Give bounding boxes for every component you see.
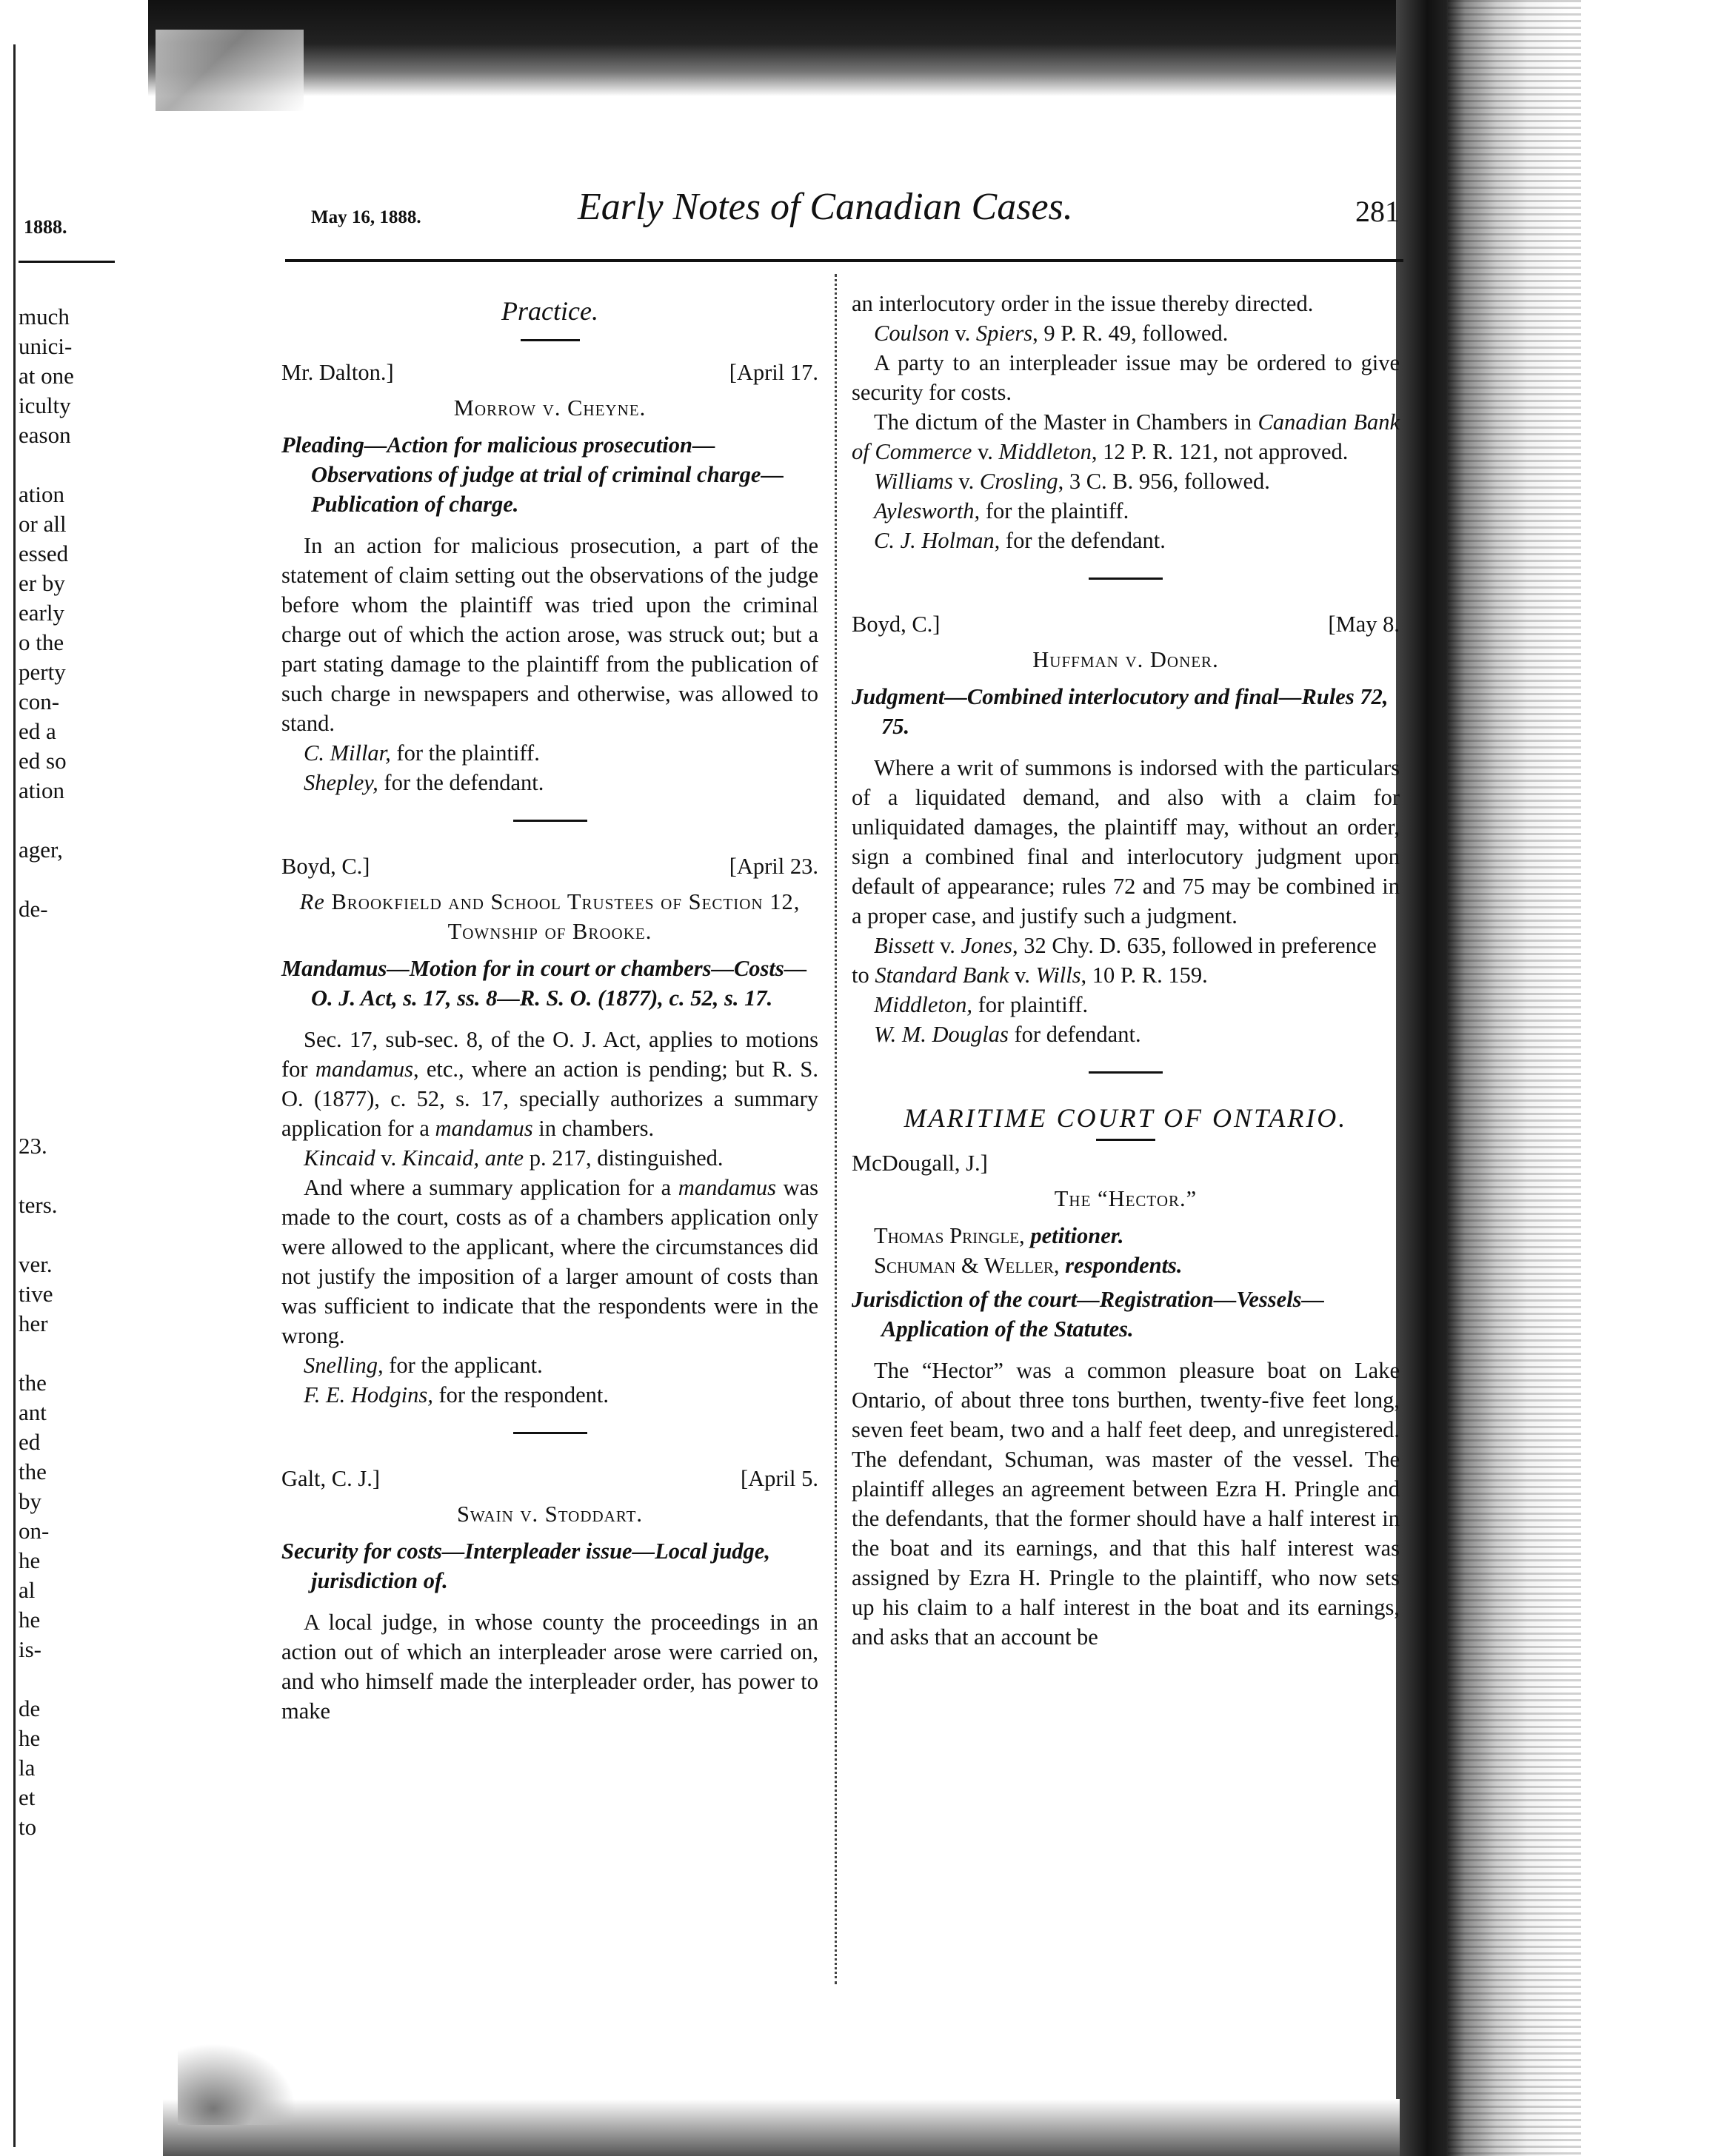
case-judge-line [281, 358, 818, 387]
facing-page-text-fragment: eason [19, 422, 71, 448]
facing-page-text-fragment: by [19, 1488, 41, 1514]
citation-party: Williams [874, 469, 953, 494]
body-text: , 12 P. R. 121, not approved. [1091, 439, 1349, 464]
case-headnote: Mandamus—Motion for in court or chambers—Costs—O. J. Act, s. 17, ss. 8—R. S. O. (1877), c. 52, s. 17. [281, 956, 807, 1011]
facing-page-text-fragment: al [19, 1577, 36, 1603]
facing-page-text-fragment: the [19, 1370, 47, 1396]
citation-party: Bissett [874, 933, 935, 958]
counsel-line [852, 526, 1400, 555]
left-column [281, 289, 818, 1726]
case-body: Where a writ of summons is indorsed with the particulars of a liquidated demand, and also with a claim for unliquidated damages, the plaintiff may, without an order, sign a combined final and interlocutory judgment upon default of appearance; rules 72 and 75 may be combined in a proper case, and justify such a judgment. [852, 755, 1400, 928]
body-italic: mandamus [315, 1057, 413, 1082]
case-separator [1089, 1071, 1163, 1074]
counsel-line [852, 990, 1400, 1020]
counsel-name: Aylesworth, [874, 498, 981, 523]
court-heading-rule [1096, 1139, 1155, 1141]
counsel-role: for defendant. [1008, 1022, 1141, 1047]
case-title: Morrow v. Cheyne. [453, 395, 647, 421]
body-text: was made to the court, costs as of a chambers application only were allowed to the applicant, where the circumstances did not justify the imposition of a larger amount of costs than was sufficient to indicate that the respondents were in the wrong. [281, 1175, 818, 1348]
facing-page-text-fragment: ation [19, 777, 64, 803]
case-body-continued: an interlocutory order in the issue thereby directed. [852, 291, 1314, 316]
citation-text: p. 217, distinguished. [524, 1145, 724, 1171]
section-heading: Practice. [501, 296, 598, 326]
right-column [852, 289, 1400, 1652]
case-brookfield [281, 851, 818, 1410]
counsel-name: C. Millar, [304, 740, 391, 766]
counsel-name: W. M. Douglas [874, 1022, 1009, 1047]
facing-page-text-fragment: ver. [19, 1251, 53, 1277]
header-date: May 16, 1888. [311, 207, 421, 227]
counsel-role: for plaintiff. [972, 992, 1089, 1017]
counsel-name: F. E. Hodgins, [304, 1382, 433, 1407]
facing-page-text-fragment: ation [19, 481, 64, 507]
body-text: v. [972, 439, 999, 464]
facing-page-text-fragment: the [19, 1459, 47, 1484]
case-headnote: Judgment—Combined interlocutory and final—Rules 72, 75. [852, 684, 1389, 739]
facing-page-text-fragment: ed a [19, 718, 56, 744]
case-judge-line [852, 609, 1400, 639]
facing-page-text-fragment: iculty [19, 392, 71, 418]
body-text: , etc., where an action is pending; but R. S. O. (1877), c. 52, s. 17, specially authorizes a summary application for a [281, 1057, 818, 1141]
counsel-name: C. J. Holman, [874, 528, 1001, 553]
citation-text: , 10 P. R. 159. [1081, 962, 1208, 988]
case-body: The “Hector” was a common pleasure boat on Lake Ontario, of about three tons burthen, twenty-five feet long, seven feet beam, two and a half feet deep, and unregistered. The defendant, Schuman, was master of the vessel. The plaintiff alleges an agreement between Ezra H. Pringle and the defendants, that the former should have a half interest in the boat and its earnings, and that this half interest was assigned by Ezra H. Pringle to the plaintiff, who now sets up his claim to a half interest in the boat and its earnings, and asks that an account be [852, 1358, 1400, 1650]
party-line [852, 1221, 1400, 1251]
facing-page-text-fragment: o the [19, 629, 64, 655]
case-title [281, 887, 818, 946]
citation-party: Coulson [874, 321, 949, 346]
facing-page-text-fragment: or all [19, 511, 67, 537]
facing-page-text-fragment: he [19, 1547, 41, 1573]
facing-page-text-fragment: at one [19, 363, 74, 389]
case-huffman-doner [852, 609, 1400, 1049]
case-body: In an action for malicious prosecution, a part of the statement of claim setting out the observations of the judge before whom the plaintiff was tried upon the criminal charge out of which the action arose, was struck out; but a part stating damage to the plaintiff from the publication of such charge in newspapers and otherwise, was allowed to stand. [281, 533, 818, 736]
case-swain-stoddart [281, 1464, 818, 1726]
facing-page-text-fragment: tive [19, 1281, 53, 1307]
case-body [852, 407, 1400, 466]
facing-page-text-fragment: he [19, 1725, 41, 1751]
facing-page-text-fragment: essed [19, 540, 69, 566]
facing-page-text-fragment: la [19, 1755, 36, 1781]
body-italic: mandamus [678, 1175, 776, 1200]
case-judge-line [281, 1464, 818, 1493]
citation-text: v. [375, 1145, 402, 1171]
column-divider [835, 274, 837, 1984]
case-headnote: Security for costs—Interpleader issue—Local judge, jurisdiction of. [281, 1539, 770, 1593]
scan-bottom-edge [163, 2099, 1400, 2156]
citation-text: v. [952, 469, 980, 494]
court-heading: MARITIME COURT OF ONTARIO. [904, 1103, 1348, 1133]
case-judge: Boyd, C.] [852, 612, 941, 637]
facing-page-text-fragment: is- [19, 1636, 41, 1662]
case-judge: McDougall, J.] [852, 1151, 988, 1176]
header-rule [285, 259, 1403, 262]
counsel-role: for the applicant. [383, 1353, 543, 1378]
facing-page-text-fragment: ant [19, 1399, 47, 1425]
facing-page-text-fragment: unici- [19, 333, 73, 359]
case-title: The “Hector.” [1054, 1186, 1198, 1211]
facing-page-text-fragment: de- [19, 896, 48, 922]
body-italic: Canadian Bank of Commerce [852, 409, 1400, 464]
counsel-line [281, 1350, 818, 1380]
facing-page-text-fragment: early [19, 600, 64, 626]
counsel-name: Middleton, [874, 992, 972, 1017]
facing-page-fragment [0, 0, 118, 2156]
facing-page-text-fragment: he [19, 1607, 41, 1633]
case-judge: Mr. Dalton.] [281, 360, 394, 385]
body-text: The dictum of the Master in Chambers in [874, 409, 1258, 435]
case-separator [1089, 578, 1163, 580]
counsel-name: Snelling, [304, 1353, 384, 1378]
counsel-line [852, 1020, 1400, 1049]
case-date: [May 8. [1328, 612, 1400, 637]
citation-line [852, 466, 1400, 496]
counsel-line [281, 768, 818, 797]
body-text: Sec. 17, sub-sec. 8, of the O. J. Act, applies to motions for [281, 1027, 818, 1082]
case-separator [513, 820, 587, 822]
case-headnote: Jurisdiction of the court—Registration—Vessels—Application of the Statutes. [852, 1287, 1325, 1342]
body-italic: Middleton [998, 439, 1092, 464]
citation-party: Crosling [979, 469, 1058, 494]
counsel-role: for the defendant. [1000, 528, 1166, 553]
facing-page-text-fragment: con- [19, 689, 60, 714]
facing-page-text-fragment: ed [19, 1429, 41, 1455]
case-separator [513, 1432, 587, 1434]
facing-page-text-fragment: de [19, 1695, 41, 1721]
facing-page-text-fragment: 23. [19, 1133, 47, 1159]
body-text: in chambers. [532, 1116, 655, 1141]
citation-party: Kincaid, ante [401, 1145, 524, 1171]
citation-text: v. [949, 321, 976, 346]
counsel-line [281, 738, 818, 768]
counsel-name: Shepley, [304, 770, 378, 795]
citation-line [852, 318, 1400, 348]
case-date: [April 23. [729, 854, 818, 879]
case-judge-line [281, 851, 818, 881]
scan-top-edge [148, 0, 1400, 96]
case-body: A party to an interpleader issue may be ordered to give security for costs. [852, 350, 1400, 405]
section-rule [521, 339, 580, 341]
facing-page-date: 1888. [24, 216, 67, 238]
facing-page-text-fragment: on- [19, 1518, 50, 1544]
page-title: Early Notes of Canadian Cases. [578, 186, 1073, 228]
citation-party: Wills [1035, 962, 1081, 988]
scan-bottom-left-shadow [178, 2043, 296, 2125]
citation-text: v. [934, 933, 961, 958]
body-italic: mandamus [435, 1116, 533, 1141]
facing-page-rule [19, 261, 115, 263]
counsel-line [281, 1380, 818, 1410]
facing-page-text-fragment: her [19, 1310, 48, 1336]
case-title: Huffman v. Doner. [1032, 647, 1219, 672]
facing-page-text-fragment: much [19, 304, 70, 329]
counsel-role: for the respondent. [432, 1382, 609, 1407]
facing-page-text-fragment: ed so [19, 748, 67, 774]
page-number: 281 [1355, 195, 1400, 228]
facing-page-text-fragment: ager, [19, 837, 63, 863]
case-body [281, 1173, 818, 1350]
citation-line [852, 931, 1400, 990]
counsel-role: for the plaintiff. [980, 498, 1129, 523]
case-body: A local judge, in whose county the proceedings in an action out of which an interpleader arose were carried on, and who himself made the interpleader order, has power to make [281, 1610, 818, 1724]
citation-party: Kincaid [304, 1145, 375, 1171]
case-judge: Boyd, C.] [281, 854, 370, 879]
scan-top-edge-shadow [156, 30, 304, 111]
case-headnote: Pleading—Action for malicious prosecution—Observations of judge at trial of criminal charge—Publication of charge. [281, 432, 784, 517]
counsel-line [852, 496, 1400, 526]
case-title: Swain v. Stoddart. [456, 1502, 644, 1527]
citation-text: , 3 C. B. 956, followed. [1058, 469, 1270, 494]
citation-party: Standard Bank [875, 962, 1009, 988]
party-role: respondents. [1059, 1253, 1183, 1278]
case-date: [April 5. [740, 1466, 818, 1491]
party-name: Thomas Pringle, [874, 1223, 1025, 1248]
citation-party: Jones [961, 933, 1012, 958]
case-judge-line [852, 1148, 1400, 1178]
case-title-text: Brookfield and School Trustees of Section 12, Township of Brooke. [331, 889, 801, 944]
party-line [852, 1251, 1400, 1280]
case-hector [852, 1148, 1400, 1652]
body-text: And where a summary application for a [304, 1175, 678, 1200]
counsel-role: for the defendant. [378, 770, 544, 795]
party-role: petitioner. [1024, 1223, 1124, 1248]
citation-line [281, 1143, 818, 1173]
facing-page-text-fragment: perty [19, 659, 66, 685]
facing-page-text-fragment: et [19, 1784, 36, 1810]
party-name: Schuman & Weller, [874, 1253, 1060, 1278]
facing-page-text-fragment: ters. [19, 1192, 58, 1218]
case-judge: Galt, C. J.] [281, 1466, 381, 1491]
case-date: [April 17. [729, 360, 818, 385]
citation-text: , 9 P. R. 49, followed. [1032, 321, 1229, 346]
counsel-role: for the plaintiff. [390, 740, 540, 766]
citation-text: , 32 Chy. D. 635, followed in preference to [852, 933, 1377, 988]
citation-text: v. [1009, 962, 1036, 988]
citation-party: Spiers [975, 321, 1033, 346]
facing-page-text-fragment: to [19, 1814, 37, 1840]
facing-page-text-fragment: er by [19, 570, 65, 596]
scan-right-binding [1448, 0, 1581, 2156]
case-title-prefix: Re [299, 889, 325, 914]
case-morrow-cheyne [281, 358, 818, 797]
case-body [281, 1025, 818, 1143]
